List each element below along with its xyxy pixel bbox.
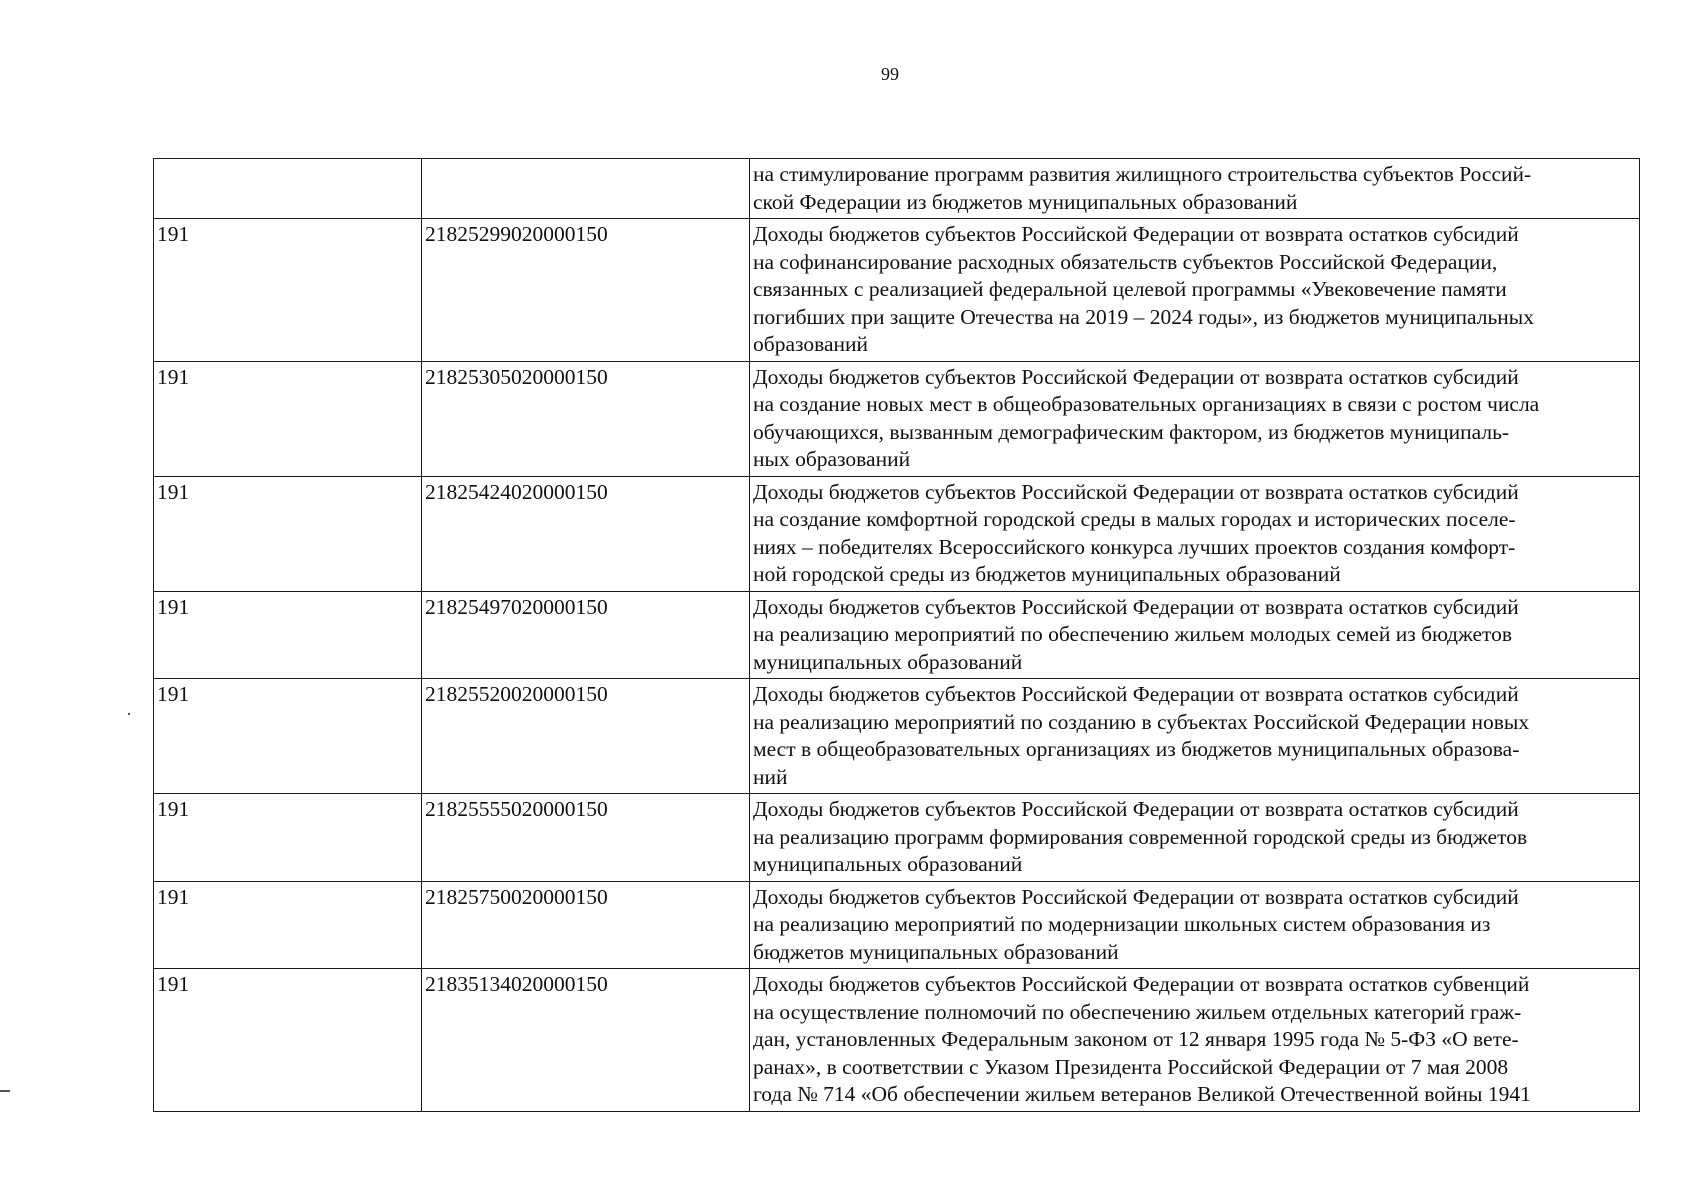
- description-line: на стимулирование программ развития жилищного строительства субъектов Россий-: [753, 162, 1532, 186]
- table-row: [154, 881, 1640, 969]
- description-cell: [750, 159, 1640, 219]
- admin-code-cell: 191: [154, 361, 422, 476]
- description-line: ниях – победителях Всероссийского конкурса лучших проектов создания комфорт-: [753, 534, 1516, 559]
- description-cell: [750, 591, 1640, 679]
- table-row: [154, 591, 1640, 679]
- admin-code-cell: 191: [154, 794, 422, 882]
- description-cell: [750, 794, 1640, 882]
- description-line: ной городской среды из бюджетов муниципальных образований: [753, 562, 1341, 586]
- description-cell: [750, 969, 1640, 1112]
- description-line: на создание комфортной городской среды в малых городах и исторических поселе-: [753, 507, 1516, 531]
- description-line: Доходы бюджетов субъектов Российской Федерации от возврата остатков субсидий: [753, 797, 1519, 821]
- description-line: на реализацию программ формирования современной городской среды из бюджетов: [753, 824, 1528, 849]
- scan-mark: [0, 1090, 10, 1092]
- description-line: Доходы бюджетов субъектов Российской Федерации от возврата остатков субсидий: [753, 479, 1519, 504]
- admin-code-cell: 191: [154, 679, 422, 794]
- description-line: ской Федерации из бюджетов муниципальных образований: [753, 189, 1298, 214]
- description-line: на реализацию мероприятий по модернизации школьных систем образования из: [753, 912, 1491, 936]
- description-line: Доходы бюджетов субъектов Российской Федерации от возврата остатков субсидий: [753, 222, 1519, 246]
- description-line: бюджетов муниципальных образований: [753, 939, 1119, 964]
- table-row: [154, 219, 1640, 362]
- budget-code-cell: 21835134020000150: [422, 969, 750, 1112]
- description-line: мест в общеобразовательных организациях из бюджетов муниципальных образова-: [753, 737, 1520, 761]
- description-cell: [750, 476, 1640, 591]
- budget-code-cell: 21825750020000150: [422, 881, 750, 969]
- description-line: Доходы бюджетов субъектов Российской Федерации от возврата остатков субсидий: [753, 884, 1519, 909]
- description-line: Доходы бюджетов субъектов Российской Федерации от возврата остатков субвенций: [753, 972, 1530, 996]
- budget-code-cell: 21825497020000150: [422, 591, 750, 679]
- description-cell: [750, 219, 1640, 362]
- description-line: муниципальных образований: [753, 852, 1023, 876]
- description-line: обучающихся, вызванным демографическим фактором, из бюджетов муниципаль-: [753, 419, 1510, 444]
- description-line: на софинансирование расходных обязательств субъектов Российской Федерации,: [753, 249, 1498, 274]
- admin-code-cell: 191: [154, 969, 422, 1112]
- budget-code-cell: 21825299020000150: [422, 219, 750, 362]
- table-row: [154, 969, 1640, 1112]
- page-number: 99: [881, 64, 899, 84]
- admin-code-cell: 191: [154, 476, 422, 591]
- description-line: Доходы бюджетов субъектов Российской Федерации от возврата остатков субсидий: [753, 682, 1519, 706]
- description-line: дан, установленных Федеральным законом от 12 января 1995 года № 5-ФЗ «О вете-: [753, 1027, 1519, 1051]
- table-row: [154, 361, 1640, 476]
- description-line: ных образований: [753, 447, 911, 471]
- description-line: на реализацию мероприятий по созданию в субъектах Российской Федерации новых: [753, 709, 1530, 734]
- description-line: на реализацию мероприятий по обеспечению жильем молодых семей из бюджетов: [753, 622, 1513, 646]
- budget-code-cell: 21825305020000150: [422, 361, 750, 476]
- budget-code-cell: 21825424020000150: [422, 476, 750, 591]
- table-body: [154, 159, 1640, 1112]
- admin-code-cell: 191: [154, 881, 422, 969]
- budget-code-cell: 21825520020000150: [422, 679, 750, 794]
- table-row: [154, 159, 1640, 219]
- scan-mark: [128, 713, 130, 715]
- description-line: ранах», в соответствии с Указом Президента Российской Федерации от 7 мая 2008: [753, 1054, 1509, 1079]
- description-line: на создание новых мест в общеобразовательных организациях в связи с ростом числа: [753, 392, 1540, 416]
- description-line: погибших при защите Отечества на 2019 – 2024 годы», из бюджетов муниципальных: [753, 304, 1534, 329]
- description-line: Доходы бюджетов субъектов Российской Федерации от возврата остатков субсидий: [753, 364, 1519, 389]
- description-line: муниципальных образований: [753, 649, 1023, 674]
- admin-code-cell: 191: [154, 219, 422, 362]
- description-line: образований: [753, 332, 869, 356]
- table-row: [154, 476, 1640, 591]
- description-cell: [750, 881, 1640, 969]
- admin-code-cell: [154, 159, 422, 219]
- admin-code-cell: 191: [154, 591, 422, 679]
- budget-codes-table: [153, 158, 1640, 1112]
- description-line: Доходы бюджетов субъектов Российской Федерации от возврата остатков субсидий: [753, 594, 1519, 619]
- table-row: [154, 679, 1640, 794]
- description-line: года № 714 «Об обеспечении жильем ветеранов Великой Отечественной войны 1941: [753, 1082, 1531, 1106]
- table-row: [154, 794, 1640, 882]
- description-line: связанных с реализацией федеральной целевой программы «Увековечение памяти: [753, 277, 1507, 301]
- description-cell: [750, 361, 1640, 476]
- description-cell: [750, 679, 1640, 794]
- description-line: ний: [753, 764, 788, 789]
- description-line: на осуществление полномочий по обеспечению жильем отдельных категорий граж-: [753, 999, 1522, 1024]
- budget-code-cell: 21825555020000150: [422, 794, 750, 882]
- budget-code-cell: [422, 159, 750, 219]
